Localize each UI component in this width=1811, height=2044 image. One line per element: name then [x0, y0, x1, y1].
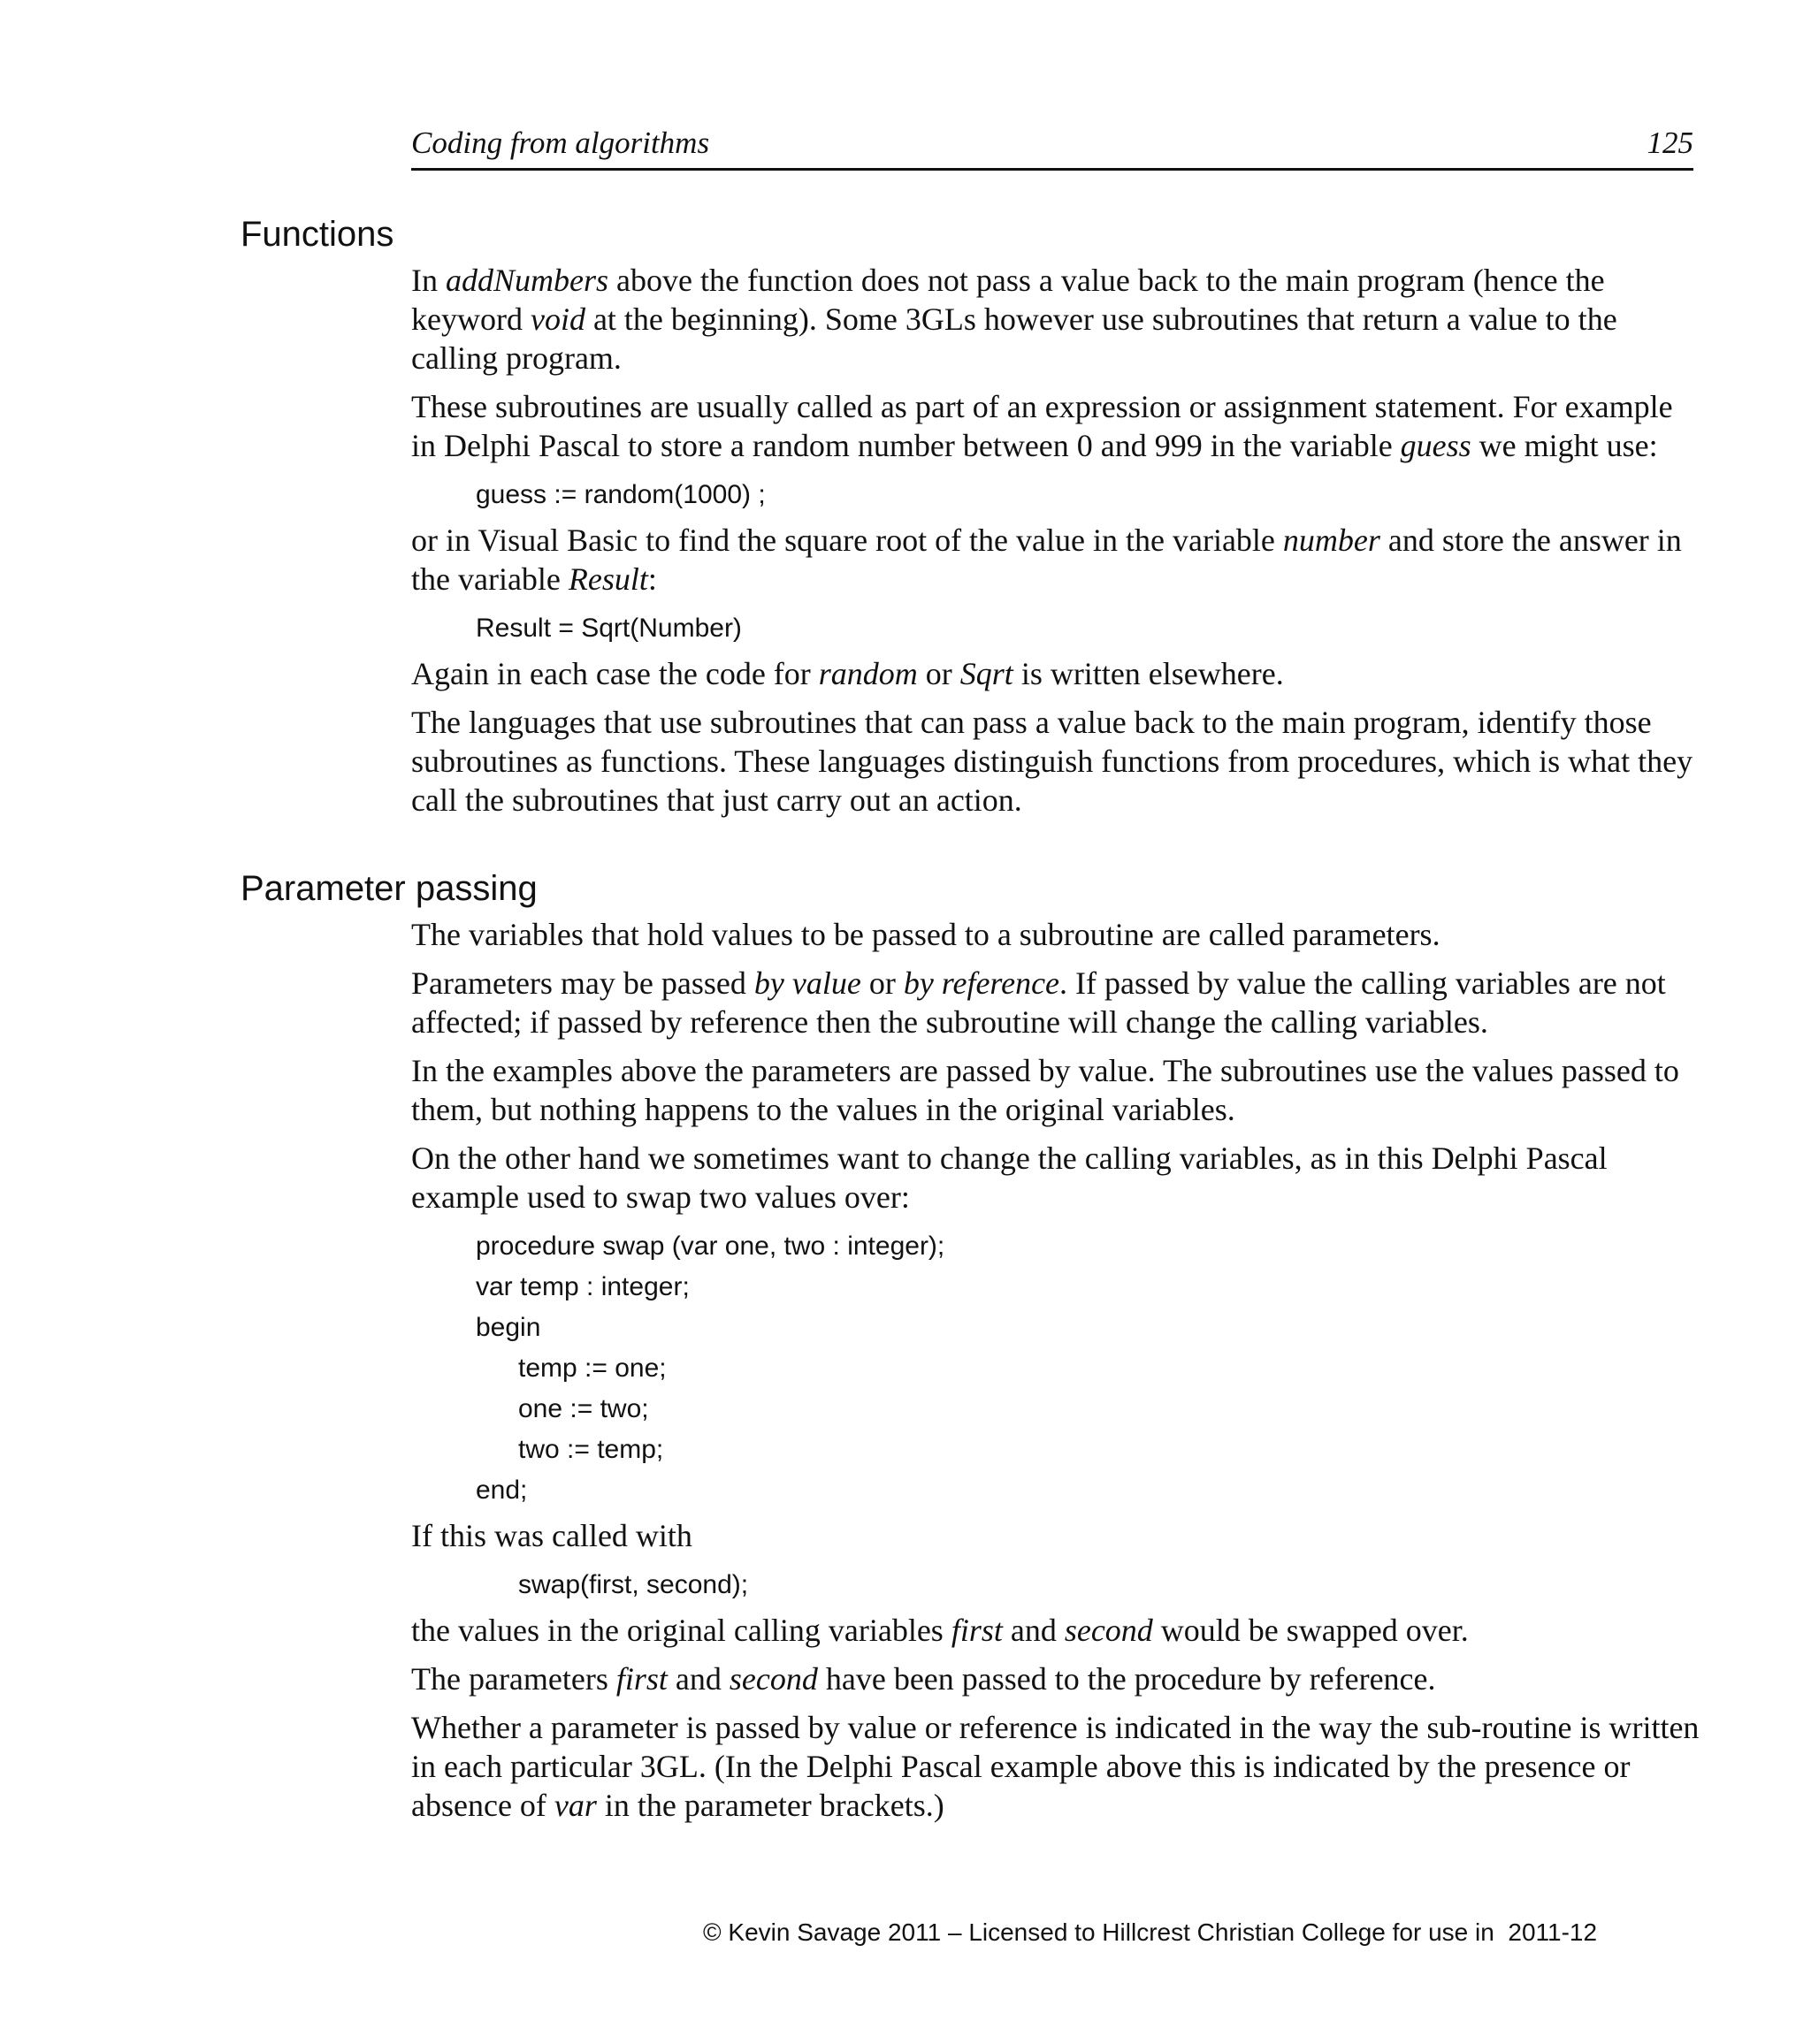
paragraph: In the examples above the parameters are passed by value. The subroutines use the values passed to them, but nothing happens to the values in the original variables.	[411, 1053, 1679, 1127]
running-header	[411, 124, 1693, 171]
code-snippet: guess := random(1000) ;	[476, 480, 766, 509]
paragraph: The variables that hold values to be passed to a subroutine are called parameters.	[411, 917, 1440, 952]
section-heading-functions: Functions	[241, 215, 394, 254]
paragraph: On the other hand we sometimes want to change the calling variables, as in this Delphi Pascal example used to swap two values over:	[411, 1140, 1608, 1215]
code-line: var temp : integer;	[476, 1272, 690, 1301]
code-block-swap	[411, 1226, 1702, 1511]
section-heading-parameter-passing: Parameter passing	[241, 869, 538, 908]
code-line: temp := one;	[518, 1354, 667, 1383]
paragraph: The parameters first and second have been passed to the procedure by reference.	[411, 1661, 1436, 1697]
page-number: 125	[1647, 126, 1693, 160]
paragraph: or in Visual Basic to find the square root of the value in the variable number and store the answer in the variable Result:	[411, 522, 1682, 597]
paragraph: If this was called with	[411, 1518, 692, 1553]
paragraph: These subroutines are usually called as part of an expression or assignment statement. For example in Delphi Pascal to store a random number between 0 and 999 in the variable guess we might use:	[411, 389, 1673, 463]
paragraph: The languages that use subroutines that can pass a value back to the main program, identify those subroutines as functions. These languages distinguish functions from procedures, which is what they call the subroutines that just carry out an action.	[411, 705, 1693, 818]
functions-section-body	[411, 261, 1702, 829]
paragraph: the values in the original calling variables first and second would be swapped over.	[411, 1613, 1469, 1648]
code-line: end;	[476, 1476, 528, 1505]
parameters-section-body	[411, 915, 1702, 1834]
paragraph: In addNumbers above the function does not pass a value back to the main program (hence the keyword void at the beginning). Some 3GLs however use subroutines that return a value to the calling program.	[411, 263, 1617, 376]
code-snippet: swap(first, second);	[518, 1570, 749, 1599]
code-line: two := temp;	[518, 1435, 664, 1464]
code-line: begin	[476, 1313, 541, 1342]
chapter-title: Coding from algorithms	[411, 126, 710, 160]
paragraph: Parameters may be passed by value or by reference. If passed by value the calling variables are not affected; if passed by reference then the subroutine will change the calling variables.	[411, 965, 1666, 1040]
code-line: one := two;	[518, 1394, 649, 1423]
paragraph: Again in each case the code for random or Sqrt is written elsewhere.	[411, 656, 1284, 691]
paragraph: Whether a parameter is passed by value or reference is indicated in the way the sub-routine is written in each particular 3GL. (In the Delphi Pascal example above this is indicated by the presence or absence of var in the parameter brackets.)	[411, 1710, 1700, 1823]
code-line: procedure swap (var one, two : integer);	[476, 1232, 945, 1261]
copyright-footer: © Kevin Savage 2011 – Licensed to Hillcrest Christian College for use in 2011-12	[703, 1918, 1598, 1946]
code-snippet: Result = Sqrt(Number)	[476, 614, 742, 643]
